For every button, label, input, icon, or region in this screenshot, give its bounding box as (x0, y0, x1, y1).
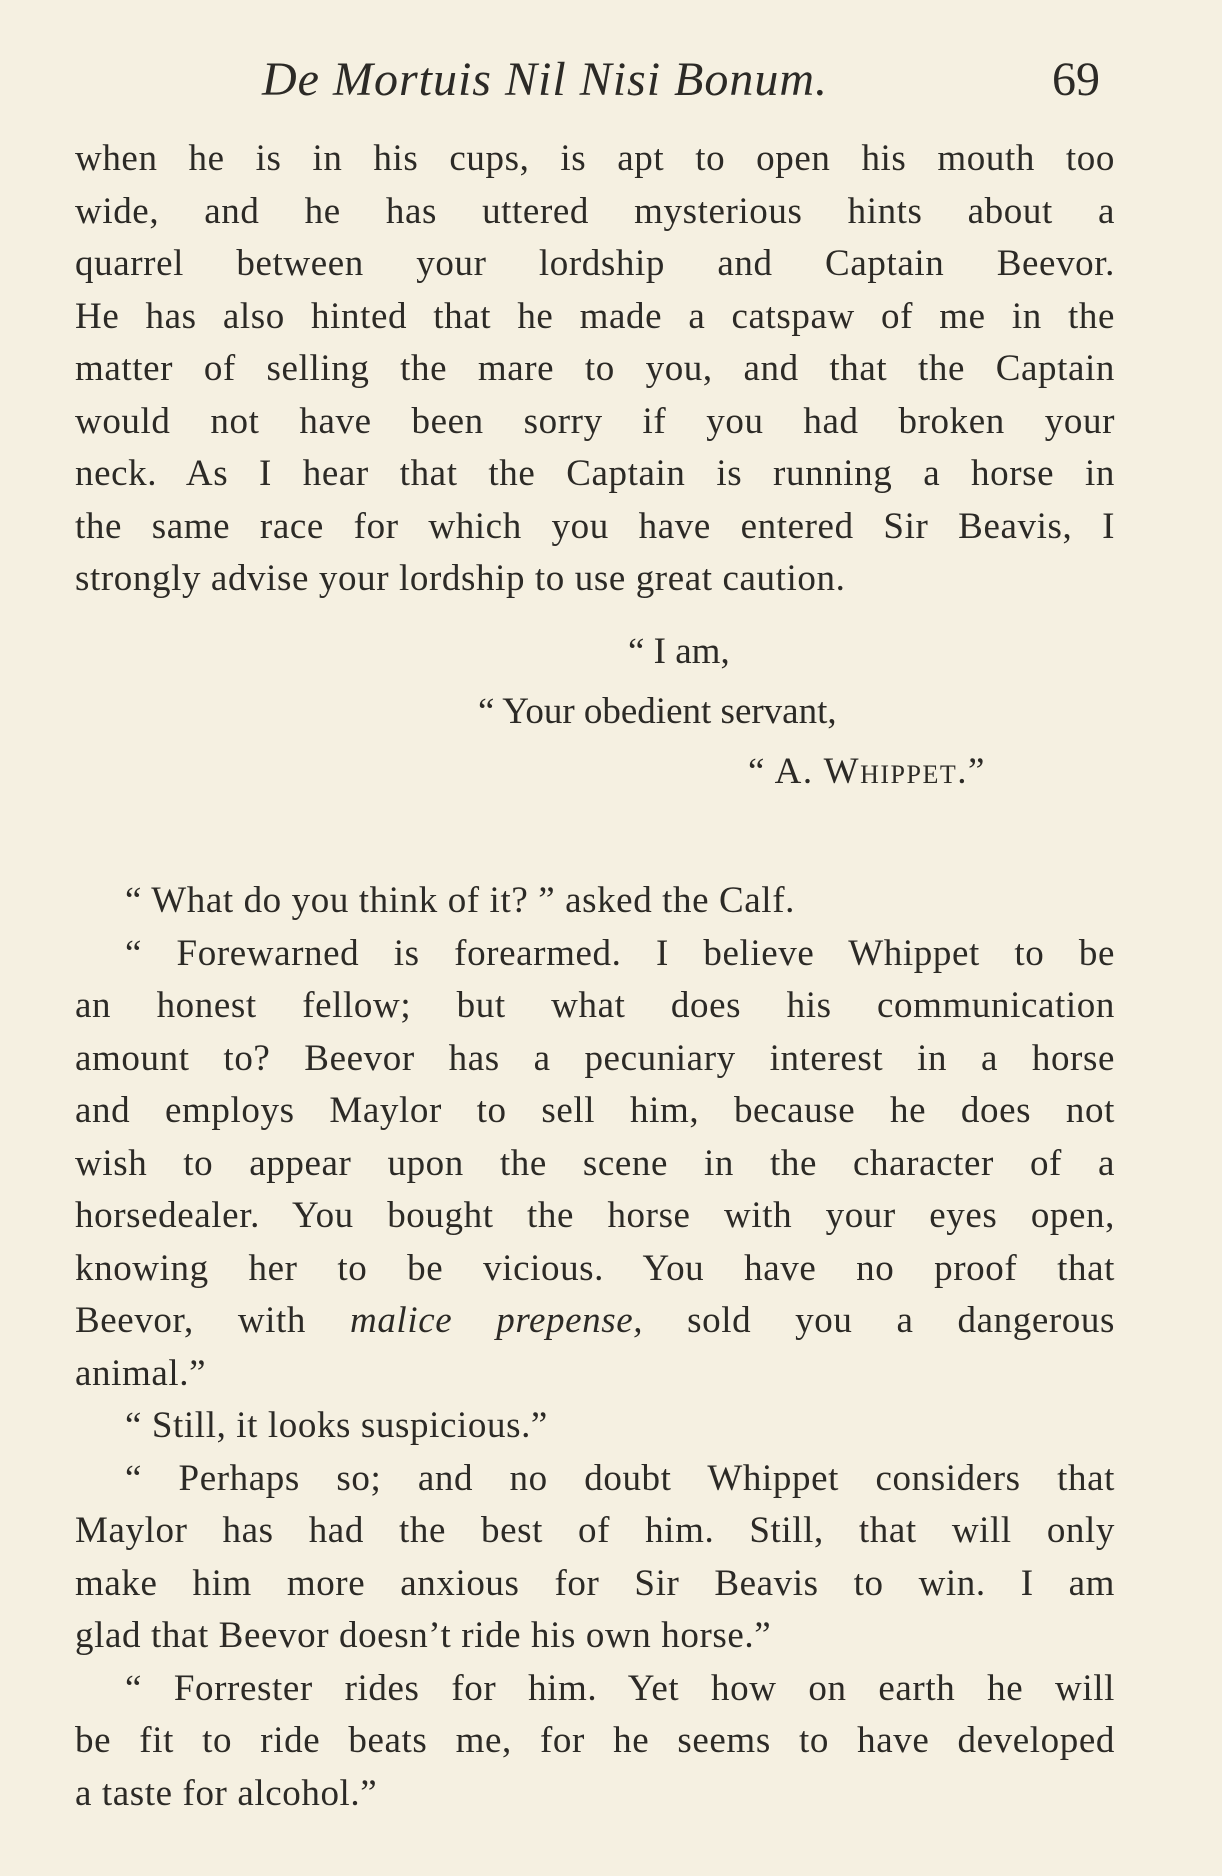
dialogue-line: “ What do you think of it? ” asked the Calf. (125, 880, 795, 921)
dialogue-line: “ Forrester rides for him. Yet how on earth he will (125, 1667, 1115, 1709)
letter-line: matter of selling the mare to you, and that the Captain (75, 348, 1115, 389)
letter-line: He has also hinted that he made a catspaw of me in the (75, 295, 1115, 337)
dialogue-line: horsedealer. You bought the horse with your eyes open, (75, 1195, 1115, 1236)
letter-closing: “ I am, (628, 631, 730, 672)
letter-line: wide, and he has uttered mysterious hints about a (75, 190, 1115, 232)
dialogue-line: animal.” (75, 1352, 207, 1394)
dialogue-line: “ Forewarned is forearmed. I believe Whippet to be (125, 932, 1115, 974)
dialogue-line: be fit to ride beats me, for he seems to have developed (75, 1720, 1115, 1761)
running-head (0, 52, 1222, 112)
dialogue-line: make him more anxious for Sir Beavis to win. I am (75, 1562, 1115, 1604)
dialogue-line: amount to? Beevor has a pecuniary interest in a horse (75, 1037, 1115, 1079)
dialogue-line: “ Perhaps so; and no doubt Whippet considers that (125, 1457, 1115, 1499)
letter-closing: “ Your obedient servant, (478, 691, 837, 732)
dialogue-line: “ Still, it looks suspicious.” (125, 1405, 548, 1446)
page-number: 69 (1052, 53, 1100, 106)
dialogue-line: glad that Beevor doesn’t ride his own horse.” (75, 1615, 772, 1656)
dialogue-line: wish to appear upon the scene in the character of a (75, 1142, 1115, 1184)
letter-line: would not have been sorry if you had broken your (75, 400, 1115, 442)
dialogue-line-italic: Beevor, with malice prepense, sold you a dangerous (75, 1300, 1115, 1341)
letter-body (75, 133, 1115, 606)
letter-line: when he is in his cups, is apt to open his mouth too (75, 138, 1115, 179)
dialogue-line: and employs Maylor to sell him, because he does not (75, 1090, 1115, 1131)
letter-line: quarrel between your lordship and Captain Beevor. (75, 243, 1115, 284)
dialogue-body (75, 875, 1115, 1820)
running-title: De Mortuis Nil Nisi Bonum. (262, 53, 829, 106)
dialogue-line: knowing her to be vicious. You have no proof that (75, 1247, 1115, 1289)
letter-signature: “ A. Whippet.” (748, 751, 986, 792)
letter-line: neck. As I hear that the Captain is running a horse in (75, 453, 1115, 494)
dialogue-line: an honest fellow; but what does his communication (75, 985, 1115, 1026)
letter-line: strongly advise your lordship to use great caution. (75, 558, 846, 599)
letter-line: the same race for which you have entered Sir Beavis, I (75, 505, 1115, 547)
dialogue-line: a taste for alcohol.” (75, 1772, 378, 1814)
dialogue-line: Maylor has had the best of him. Still, that will only (75, 1510, 1115, 1551)
